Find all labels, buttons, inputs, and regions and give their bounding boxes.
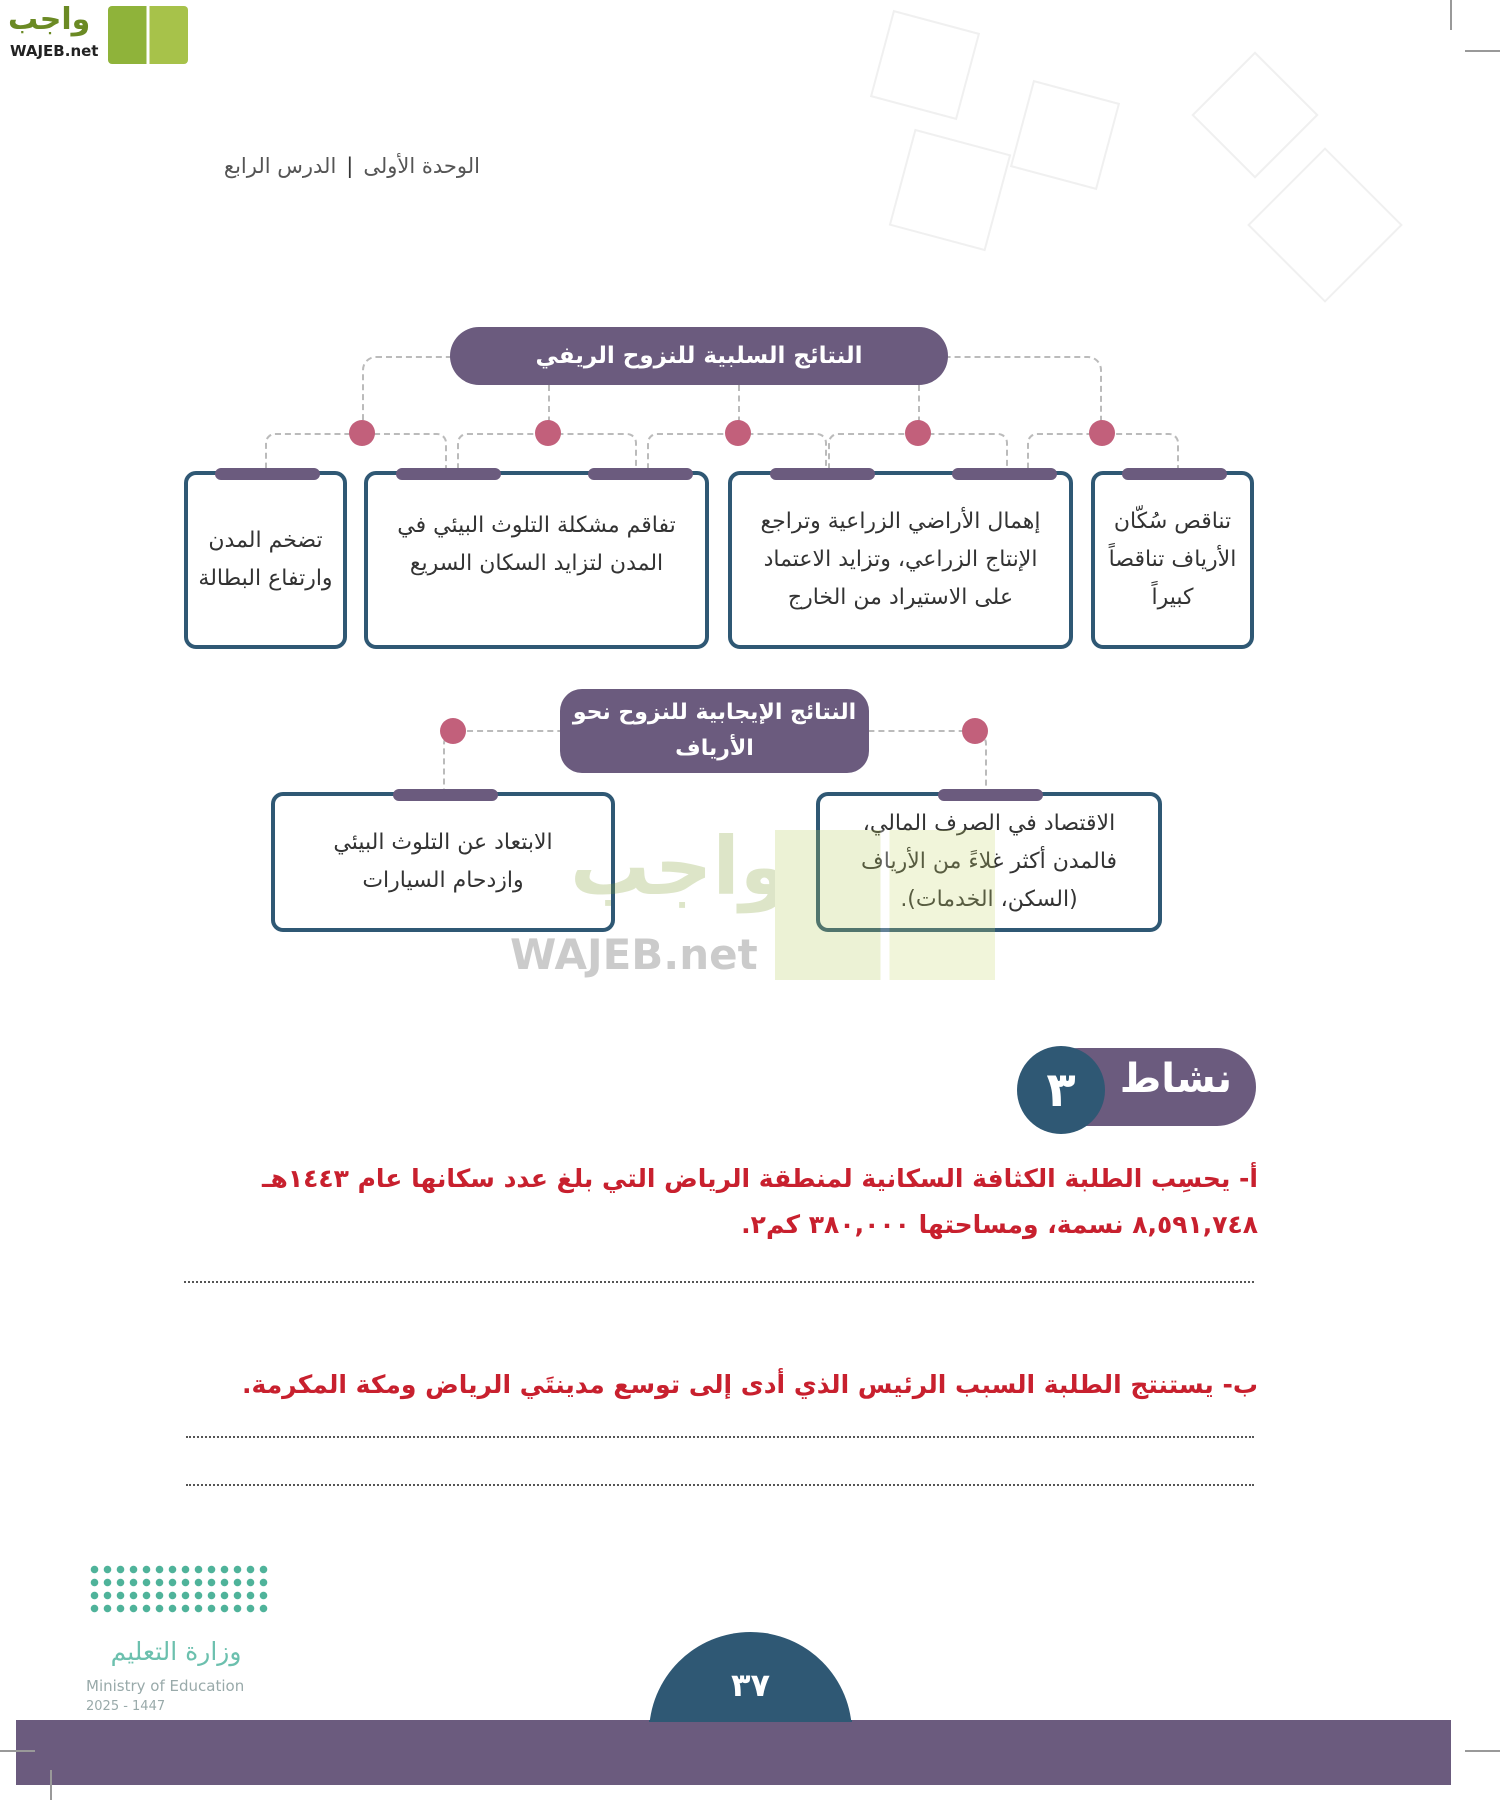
- breadcrumb: [180, 154, 480, 178]
- box-tab: [393, 789, 498, 801]
- separator: |: [346, 154, 354, 178]
- crop-mark: [1465, 50, 1500, 52]
- book-icon: [108, 6, 188, 64]
- box-tab: [938, 789, 1043, 801]
- node-dot: [535, 420, 561, 446]
- negative-item-text: تضخم المدن وارتفاع البطالة: [198, 528, 333, 591]
- edition-year: 2025 - 1447: [86, 1699, 166, 1714]
- decor-square: [1010, 80, 1120, 190]
- question-b: ب- يستنتج الطلبة السبب الرئيس الذي أدى إلى توسع مدينتَي الرياض ومكة المكرمة.: [242, 1370, 1258, 1399]
- node-dot: [905, 420, 931, 446]
- decor-square: [1191, 51, 1318, 178]
- node-dot: [1089, 420, 1115, 446]
- positive-item-text: الابتعاد عن التلوث البيئي وازدحام السيارات: [333, 830, 553, 893]
- negative-item-box: [1091, 471, 1254, 649]
- negative-item-box: [728, 471, 1073, 649]
- node-dot: [725, 420, 751, 446]
- ministry-emblem-dots: [88, 1563, 268, 1613]
- activity-label: نشاط: [1119, 1056, 1232, 1102]
- decor-square: [870, 10, 980, 120]
- answer-line[interactable]: [184, 1281, 1254, 1283]
- footer-divider: [649, 1720, 852, 1722]
- decor-square: [889, 129, 1011, 251]
- crop-mark: [50, 1770, 52, 1800]
- watermark-domain: WAJEB.net: [510, 930, 758, 979]
- crop-mark: [1465, 1750, 1500, 1752]
- watermark-text: واجب: [570, 820, 790, 913]
- crop-mark: [1450, 0, 1452, 30]
- question-a: أ- يحسِب الطلبة الكثافة السكانية لمنطقة الرياض التي بلغ عدد سكانها عام ١٤٤٣هـ ٨,٥٩١,٧٤٨ نسمة، ومساحتها ٣٨٠,٠٠٠ كم٢.: [261, 1164, 1258, 1239]
- logo-domain: WAJEB.net: [10, 42, 99, 60]
- unit-label: الوحدة الأولى: [363, 154, 480, 178]
- activity-number: ٣: [1017, 1046, 1105, 1134]
- logo-text: واجب: [8, 2, 91, 37]
- answer-line[interactable]: [186, 1484, 1254, 1486]
- box-tab: [588, 468, 693, 480]
- lesson-label: الدرس الرابع: [223, 154, 337, 178]
- node-dot: [349, 420, 375, 446]
- decor-square: [1247, 147, 1403, 303]
- negative-results-title: النتائج السلبية للنزوح الريفي: [450, 327, 948, 385]
- negative-item-text: إهمال الأراضي الزراعية وتراجع الإنتاج الزراعي، وتزايد الاعتماد على الاستيراد من الخارج: [760, 509, 1041, 610]
- positive-item-box: [816, 792, 1162, 932]
- box-tab: [770, 468, 875, 480]
- positive-item-text: الاقتصاد في الصرف المالي، فالمدن أكثر غلاءً من الأرياف (السكن، الخدمات).: [860, 811, 1118, 912]
- box-tab: [1122, 468, 1227, 480]
- page-number: ٣٧: [730, 1666, 771, 1704]
- crop-mark: [0, 1750, 35, 1752]
- ministry-name-en: Ministry of Education: [86, 1677, 245, 1695]
- wajeb-logo: [0, 0, 190, 67]
- positive-results-title: النتائج الإيجابية للنزوح نحو الأرياف: [560, 689, 869, 773]
- footer-bar: [16, 1720, 1451, 1785]
- box-tab: [952, 468, 1057, 480]
- answer-line[interactable]: [186, 1436, 1254, 1438]
- node-dot: [962, 718, 988, 744]
- negative-item-text: تناقص سُكّان الأرياف تناقصاً كبيراً: [1108, 509, 1237, 610]
- node-dot: [440, 718, 466, 744]
- positive-item-box: [271, 792, 615, 932]
- negative-item-box: [364, 471, 709, 649]
- ministry-logo: [86, 1561, 276, 1721]
- box-tab: [215, 468, 320, 480]
- negative-item-box: [184, 471, 347, 649]
- ministry-name-ar: وزارة التعليم: [110, 1637, 242, 1666]
- box-tab: [396, 468, 501, 480]
- negative-item-text: تفاقم مشكلة التلوث البيئي في المدن لتزايد السكان السريع: [397, 513, 676, 576]
